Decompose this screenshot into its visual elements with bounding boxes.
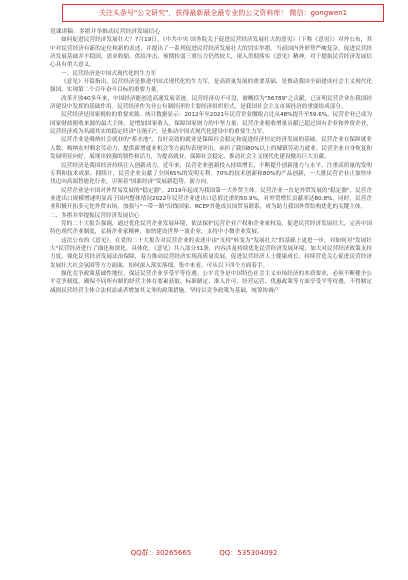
paragraph: 如何促进民营经济发展壮大？7月19日，《中共中央 国务院关于促进民营经济发展壮大的意见》（下称《意见》）对外公布，其中对民营经济有新的定位和新的表述，并提出了一系列促进民营经济发展壮大的切实举措。当前国内外形势严峻复杂，促进民营经济发展基础并不稳固，需求收缩、供给冲击、预期转弱三重压力仍然较大，深入贯彻落实《意见》精神，对于提振民营经济发展信心具有重大意义。: [50, 37, 372, 69]
paragraph: 民营经济是国家税收的重要来源。统计数据显示：2012年至2021年民营企业缴税占比从48%提升至59.6%。民营企业已成为国家财政税收来源的最大主体，是增加国家收入、保障国家财力的中坚力量；民营企业税收增量贡献已超过国有企业和外资企业，民营经济成为名副其实的稳定经济"压舱石"，是推动中国式现代化建设中的重要生力军。: [50, 112, 372, 136]
paragraph: 民营经济是我国经济持续注入创新动力。近年来，民营企业创新投入持续增长，不断提升创新能力与水平，注重高质量的发明专利和技术成果、拥续计，民营企业贡献了全国65%的发明专利、70%的技术创新和80%的产品创新，一大批民营企业正加快步伐迈向高端智能化行业，引领着"国新经济"发展新趋势、新方向。: [50, 162, 372, 186]
paragraph: 《意见》开篇指出，民营经济是推进中国式现代化的生力军，是高质量发展的重要基础，是推动我国全面建成社会主义现代化强国、实现第二个百年奋斗目标的重要力量。: [50, 79, 372, 94]
footer: [0, 548, 408, 564]
paragraph: 民营企业是吸纳社会就业的"蓄水池"，良好高效的就业是保障社会稳定和促进经济恒定经济发展的基础。民营企业在保障就业人数、吸纳农村剩余劳动力，提供新增就业机会等方面均表现突出，承担了我国80%以上的城镇劳动力就业。民营企业自身恢复和发展明显向好，展现出较强的韧性和活力，为提高就业、保障社会稳定、推动社会主义现代化建设做出巨大贡献。: [50, 137, 372, 161]
paragraph: 改革开放40多年来，中国经济能创造高速发展奇迹，民营经济功不可没，被概括为"56789"之贡献，已证明民营企业在我国经济建设中发挥的基础作用。民营经济作为非公有制经济的主要经济组织形式，是我国社会主义市场经济的重要组成部分。: [50, 95, 372, 111]
section-heading: 二、多措并举提振民营经济发展信心: [50, 212, 140, 219]
section-heading: 一、民营经济是中国式现代化的生力军: [61, 70, 157, 77]
qq-group-text: QQ群：30265665: [130, 549, 192, 557]
document-title: 党课讲稿：多措并举推动民营经济发展信心: [50, 29, 161, 35]
document-body: [50, 28, 372, 295]
paragraph: 强化竞争政策基础性地位，保证民营企业享受平等待遇。公平竞争是中国特色社会主义市场经济的本质要求，必须不断健全公平竞争制度，确保不同所有制的经营主体在要素获取、标准制定、准入许可、经营运营、优惠政策等方面享受平等待遇。不得制定减损民营经营主体合法权益或者增加其义务的政策措施，坚持以竞争政策为基础，统筹协调产: [50, 270, 372, 294]
header-banner: 关注头条号"公文研究"，获得最新最全最专业的公文资料库！ 微信：gongwen1: [62, 4, 384, 22]
paragraph: 党的二十大报告强调，通过优化民营企业发展环境，依法保护民营企业产权和企业家权益，促进民营经济发展壮大，完善中国特色现代企业制度，弘扬企业家精神，加快建设世界一流企业。支持中小微企业发展。: [50, 220, 372, 236]
paragraph: 这次公布的《意见》，在党的二十大报告对民营企业的表述中由"支持"转变为"发展壮大"的基础上更进一步，对如何对"发展壮大"民营经济进行了细化和深化、具体化。《意见》共八部分31条，内容涉及持续优化民营经济发展环境，加大对民营经济政策支持力度，强化民营经济发展法治保障，着力推动民营经济实现高质量发展，促进民营经济人士健康成长、持续营造关心促进民营经济发展壮大社会氛围等方方面面，知何深入落实落细，集中来看，可从以下四个方面着手。: [50, 237, 372, 269]
qq-text: QQ：535304092: [219, 549, 278, 557]
paragraph: 民营企业是中国对外贸易发展的"稳定器"。2019年起成为我国第一大外贸主体。民营企业一直是外贸发展的"稳定器"，民营企业进出口规模增速明显高于国内整体情况2022年民营企业进出口总值比重的50.9%，对外贸增长贡献率达80.8%，同时，民营企业积极开拓多元化外贸市场，加强与"一带一路"沿线国家、RCEP其他成员国贸易联系，成为助力我国外贸结构优化的关键主体。: [50, 187, 372, 211]
